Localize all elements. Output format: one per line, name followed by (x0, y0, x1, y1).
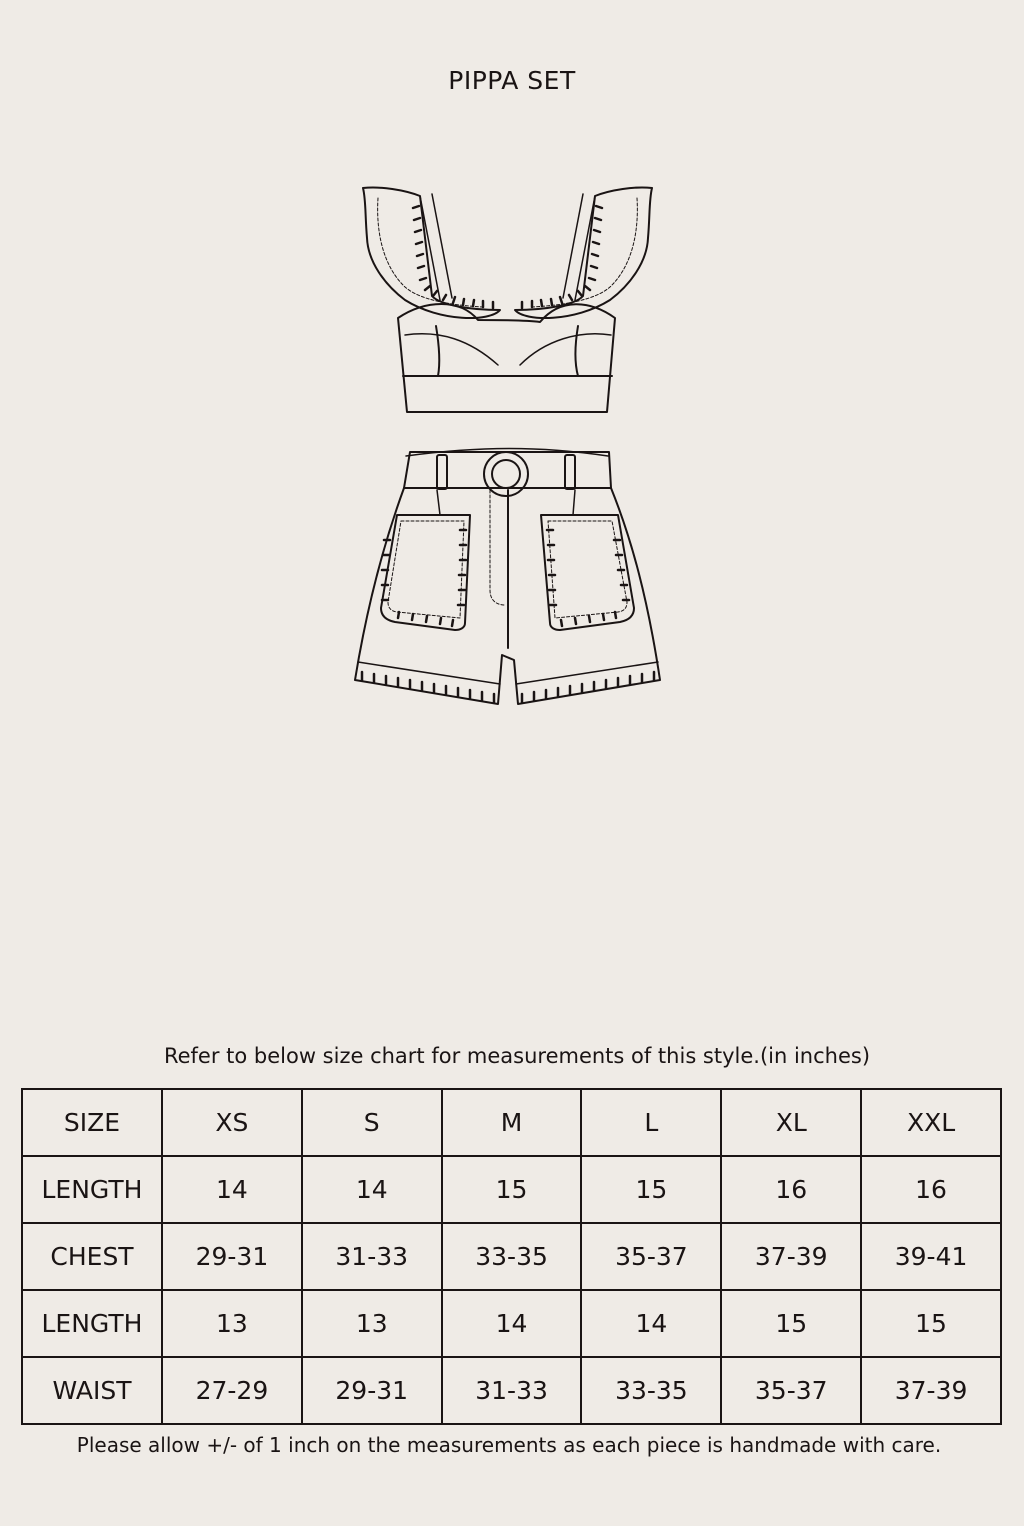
table-cell: 39-41 (861, 1223, 1001, 1290)
table-cell: 31-33 (302, 1223, 442, 1290)
table-cell: 33-35 (442, 1223, 582, 1290)
table-cell: 13 (302, 1290, 442, 1357)
row-label: CHEST (22, 1223, 162, 1290)
table-cell: 35-37 (721, 1357, 861, 1424)
table-cell: 14 (162, 1156, 302, 1223)
table-cell: 33-35 (581, 1357, 721, 1424)
table-cell: 37-39 (861, 1357, 1001, 1424)
row-label: WAIST (22, 1357, 162, 1424)
table-cell: 15 (581, 1156, 721, 1223)
row-label: LENGTH (22, 1156, 162, 1223)
table-cell: 15 (442, 1156, 582, 1223)
header-cell-size: SIZE (22, 1089, 162, 1156)
table-cell: 15 (861, 1290, 1001, 1357)
header-cell-xl: XL (721, 1089, 861, 1156)
size-chart-table (21, 1088, 1002, 1425)
size-chart-intro: Refer to below size chart for measurements of this style.(in inches) (163, 1044, 871, 1068)
header-cell-l: L (581, 1089, 721, 1156)
table-cell: 14 (302, 1156, 442, 1223)
garment-sketch (340, 180, 680, 720)
header-cell-xxl: XXL (861, 1089, 1001, 1156)
table-row (22, 1223, 1001, 1290)
table-cell: 16 (721, 1156, 861, 1223)
crop-top-sketch (363, 187, 652, 412)
table-row (22, 1156, 1001, 1223)
table-header-row (22, 1089, 1001, 1156)
row-label: LENGTH (22, 1290, 162, 1357)
table-cell: 15 (721, 1290, 861, 1357)
table-row (22, 1290, 1001, 1357)
handmade-note: Please allow +/- of 1 inch on the measurements as each piece is handmade with care. (76, 1433, 942, 1457)
table-row (22, 1357, 1001, 1424)
shorts-sketch (355, 449, 660, 705)
table-cell: 16 (861, 1156, 1001, 1223)
table-cell: 31-33 (442, 1357, 582, 1424)
header-cell-s: S (302, 1089, 442, 1156)
page-title: PIPPA SET (448, 66, 576, 95)
table-cell: 13 (162, 1290, 302, 1357)
table-cell: 29-31 (162, 1223, 302, 1290)
table-cell: 14 (581, 1290, 721, 1357)
table-cell: 35-37 (581, 1223, 721, 1290)
table-cell: 14 (442, 1290, 582, 1357)
table-cell: 37-39 (721, 1223, 861, 1290)
table-cell: 29-31 (302, 1357, 442, 1424)
header-cell-xs: XS (162, 1089, 302, 1156)
table-cell: 27-29 (162, 1357, 302, 1424)
header-cell-m: M (442, 1089, 582, 1156)
